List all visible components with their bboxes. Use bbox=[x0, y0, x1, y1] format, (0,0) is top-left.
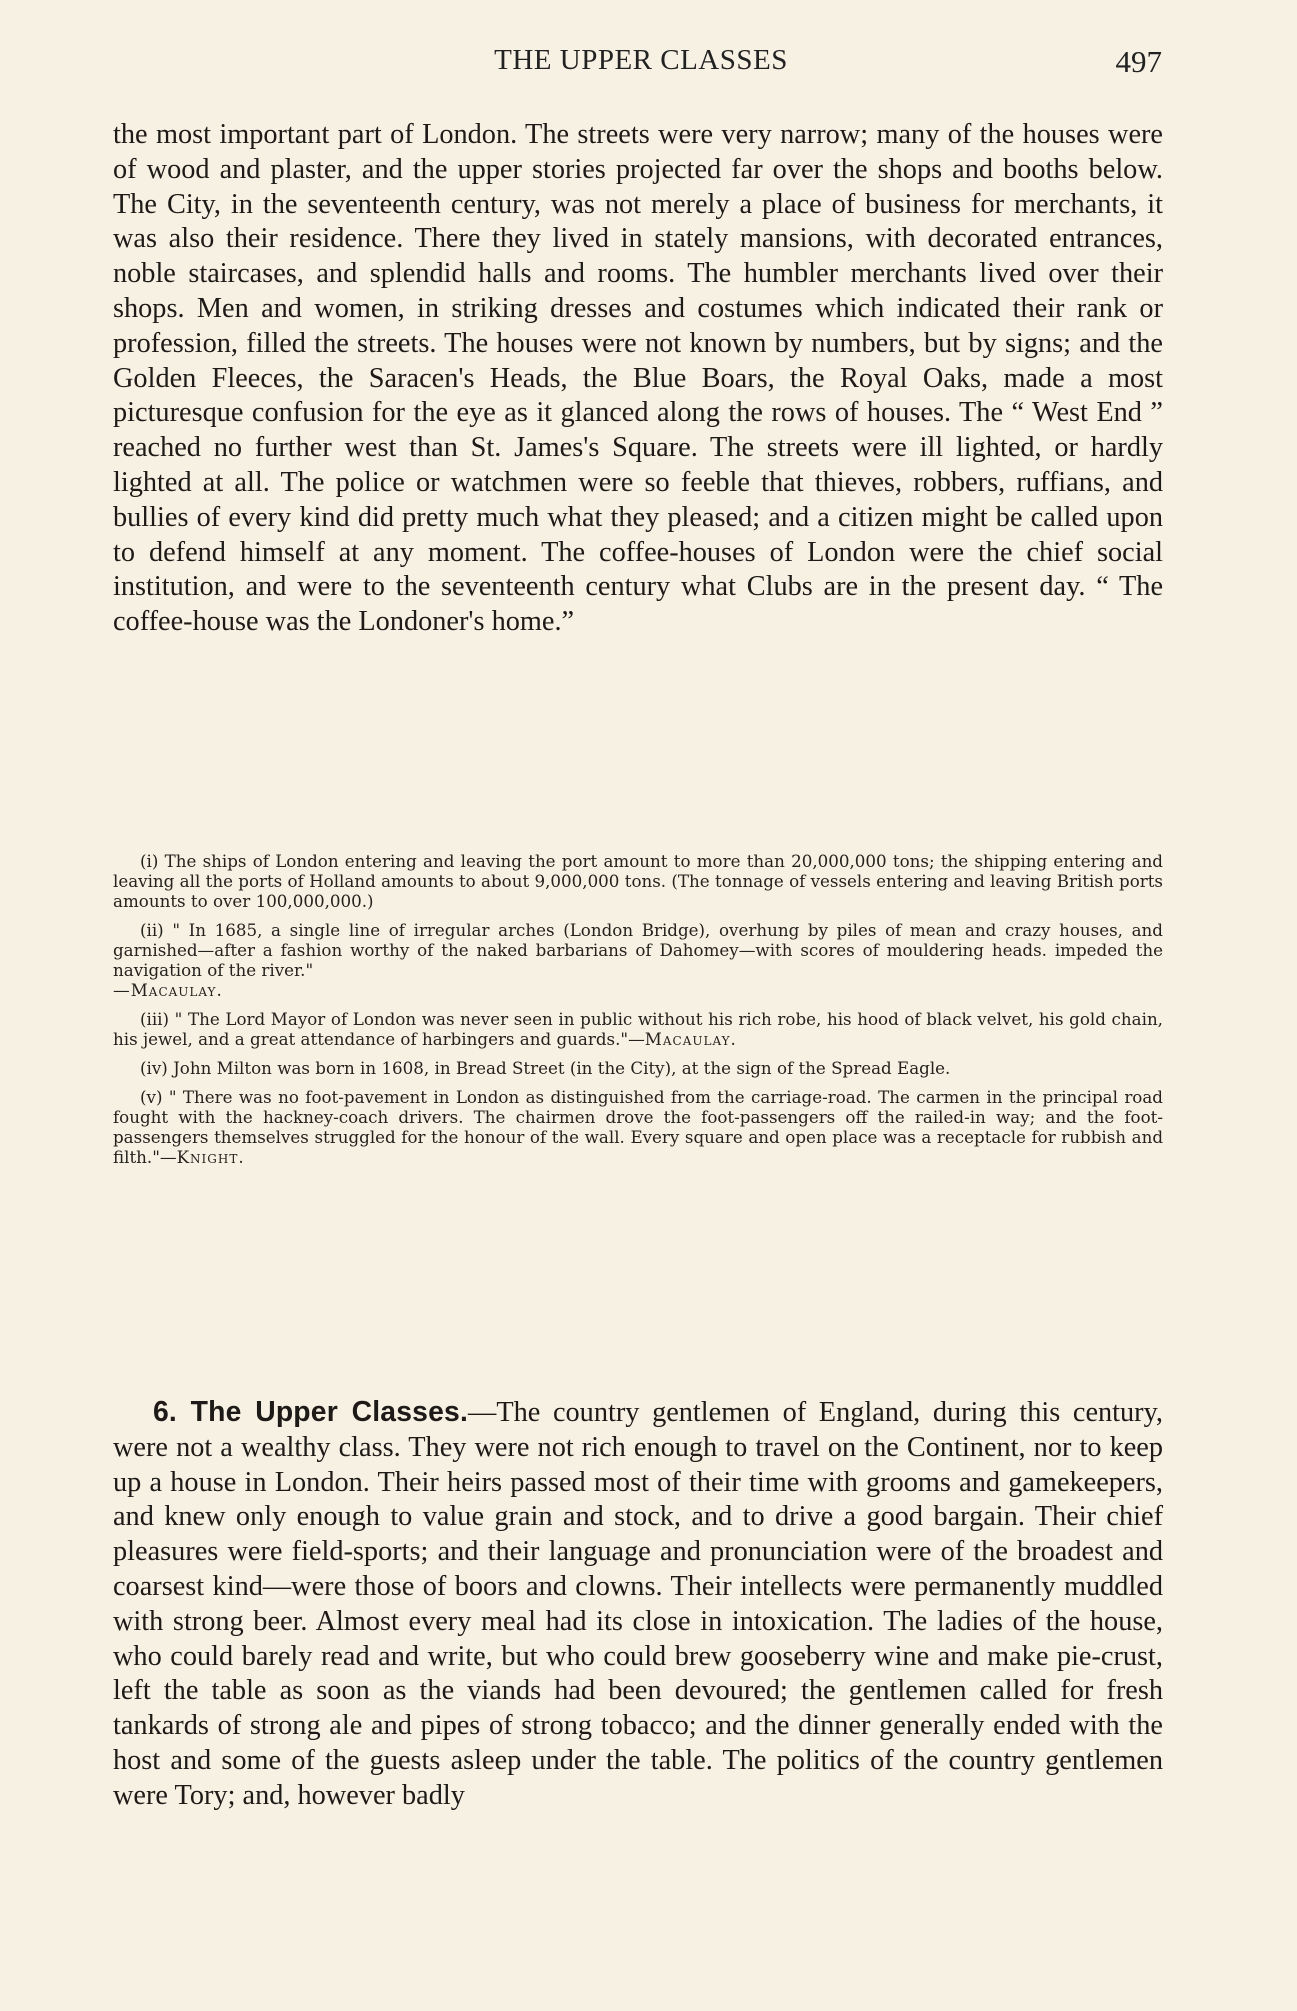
page-number: 497 bbox=[1115, 44, 1162, 79]
section-paragraph bbox=[113, 1394, 1163, 1814]
footnote-text: (iii) " The Lord Mayor of London was never seen in public without his rich robe, his hood of black velvet, his gold chain, his jewel, and a great attendance of harbingers and guards."— bbox=[113, 1009, 1163, 1049]
continuation-paragraph bbox=[113, 118, 1163, 640]
running-title: THE UPPER CLASSES bbox=[494, 44, 788, 76]
footnote-1 bbox=[113, 851, 1163, 911]
footnote-3 bbox=[113, 1009, 1163, 1049]
section-heading: 6. The Upper Classes. bbox=[153, 1395, 469, 1427]
footnote-attribution: Knight. bbox=[176, 1147, 245, 1167]
footnote-attribution: —Macaulay. bbox=[113, 980, 223, 1000]
footnotes bbox=[113, 851, 1163, 1176]
footnote-5 bbox=[113, 1087, 1163, 1167]
paragraph-text: the most important part of London. The streets were very narrow; many of the houses were of wood and plaster, and the upper stories projected far over the shops and booths below. The City, in the seventeenth century, was not merely a place of business for merchants, it was also their residence. There they lived in stately mansions, with decorated entrances, noble staircases, and splendid halls and rooms. The humbler merchants lived over their shops. Men and women, in striking dresses and costumes which indicated their rank or profession, filled the streets. The houses were not known by numbers, but by signs; and the Golden Fleeces, the Saracen's Heads, the Blue Boars, the Royal Oaks, made a most picturesque confusion for the eye as it glanced along the rows of houses. The “ West End ” reached no further west than St. James's Square. The streets were ill lighted, or hardly lighted at all. The police or watchmen were so feeble that thieves, robbers, ruffians, and bullies of every kind did pretty much what they pleased; and a citizen might be called upon to defend himself at any moment. The coffee-houses of London were the chief social institution, and were to the seventeenth century what Clubs are in the present day. “ The coffee-house was the Londoner's home.” bbox=[113, 119, 1163, 638]
section-text: —The country gentlemen of England, during this century, were not a wealthy class. They were not rich enough to travel on the Continent, nor to keep up a house in London. Their heirs passed most of their time with grooms and gamekeepers, and knew only enough to value grain and stock, and to drive a good bargain. Their chief pleasures were field-sports; and their language and pronunciation were of the broadest and coarsest kind—were those of boors and clowns. Their intellects were permanently muddled with strong beer. Almost every meal had its close in intoxication. The ladies of the house, who could barely read and write, but who could brew gooseberry wine and make pie-crust, left the table as soon as the viands had been devoured; the gentlemen called for fresh tankards of strong ale and pipes of strong tobacco; and the dinner generally ended with the host and some of the guests asleep under the table. The politics of the country gentlemen were Tory; and, however badly bbox=[113, 1397, 1163, 1811]
footnote-text: (iv) John Milton was born in 1608, in Bread Street (in the City), at the sign of the Spread Eagle. bbox=[140, 1058, 951, 1078]
footnote-2 bbox=[113, 920, 1163, 1000]
running-head bbox=[120, 44, 1162, 84]
footnote-attribution: Macaulay. bbox=[644, 1029, 737, 1049]
footnote-text: (v) " There was no foot-pavement in London as distinguished from the carriage-road. The carmen in the principal road fought with the hackney-coach drivers. The chairmen drove the foot-passengers off the railed-in way; and the foot-passengers themselves struggled for the honour of the wall. Every square and open place was a receptacle for rubbish and filth."— bbox=[113, 1087, 1163, 1167]
footnote-text: (ii) " In 1685, a single line of irregular arches (London Bridge), overhung by piles of mean and crazy houses, and garnished—after a fashion worthy of the naked barbarians of Dahomey—with scores of mouldering heads. impeded the navigation of the river." bbox=[113, 920, 1163, 980]
section-upper-classes bbox=[113, 1394, 1163, 1814]
footnote-text: (i) The ships of London entering and leaving the port amount to more than 20,000,000 tons; the shipping entering and leaving all the ports of Holland amounts to about 9,000,000 tons. (The tonnage of vessels entering and leaving British ports amounts to over 100,000,000.) bbox=[113, 851, 1163, 911]
footnote-4 bbox=[113, 1058, 1163, 1078]
